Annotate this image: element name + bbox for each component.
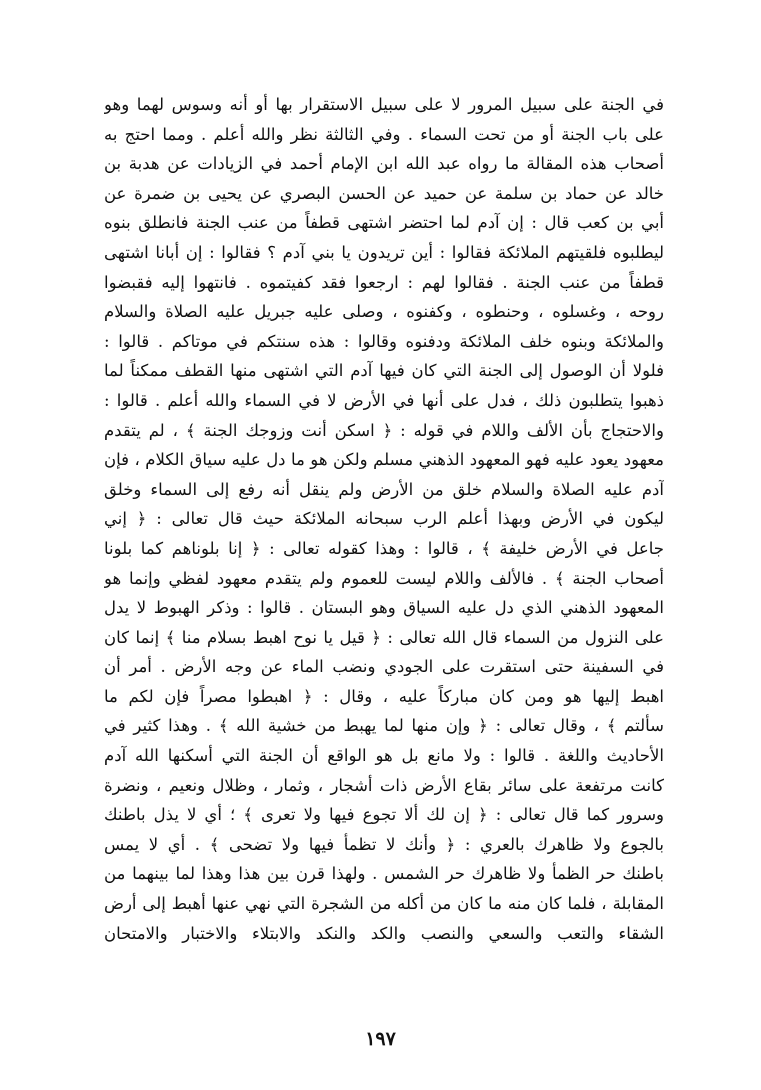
text-line: روحه ، وغسلوه ، وحنطوه ، وكفنوه ، وصلى عليه جبريل عليه الصلاة والسلام <box>104 302 664 322</box>
text-line: قطفاً من عنب الجنة . فقالوا لهم : ارجعوا فقد كفيتموه . فانتهوا إليه فقبضوا <box>104 272 664 292</box>
text-line: ليطلبوه فلقيتهم الملائكة فقالوا : أين تريدون يا بني آدم ؟ فقالوا : إن أبانا اشتهى <box>104 242 664 262</box>
text-line: باطنك حر الظمأ ولا ظاهرك حر الشمس . ولهذا قرن بين هذا وهذا لما بينهما من <box>104 864 664 884</box>
text-line: أبي بن كعب قال : إن آدم لما احتضر اشتهى قطفاً من عنب الجنة فانطلق بنوه <box>104 213 664 233</box>
text-line: خالد عن حماد بن سلمة عن حميد عن الحسن البصري عن يحيى بن ضمرة عن <box>104 183 664 203</box>
text-line: وسرور كما قال تعالى : ﴿ إن لك ألا تجوع فيها ولا تعرى ﴾ ؛ أي لا يذل باطنك <box>104 805 664 825</box>
text-line: المعهود الذهني الذي دل عليه السياق وهو البستان . قالوا : وذكر الهبوط لا يدل <box>104 598 664 618</box>
text-line: بالجوع ولا ظاهرك بالعري : ﴿ وأنك لا تظمأ فيها ولا تضحى ﴾ . أي لا يمس <box>104 834 664 854</box>
text-line: أصحاب هذه المقالة ما رواه عبد الله ابن الإمام أحمد في الزيادات عن هدبة بن <box>104 154 664 174</box>
text-line: كانت مرتفعة على سائر بقاع الأرض ذات أشجار ، وثمار ، وظلال ونعيم ، ونضرة <box>104 775 664 795</box>
text-line: ليكون في الأرض وبهذا أعلم الرب سبحانه الملائكة حيث قال تعالى : ﴿ إني <box>104 509 664 529</box>
text-line: والاحتجاج بأن الألف واللام في قوله : ﴿ اسكن أنت وزوجك الجنة ﴾ ، لم يتقدم <box>104 420 664 440</box>
text-line: فلولا أن الوصول إلى الجنة التي كان فيها آدم التي اشتهى منها القطف ممكناً لما <box>104 361 664 381</box>
text-line: على باب الجنة أو من تحت السماء . وفي الثالثة نظر والله أعلم . ومما احتج به <box>104 124 664 144</box>
text-line: الأحاديث واللغة . قالوا : ولا مانع بل هو الواقع أن الجنة التي أسكنها الله آدم <box>104 746 664 766</box>
text-line: في الجنة على سبيل المرور لا على سبيل الاستقرار بها أو أنه وسوس لهما وهو <box>104 95 664 114</box>
text-line: آدم عليه الصلاة والسلام خلق من الأرض ولم ينقل أنه رفع إلى السماء وخلق <box>104 479 664 499</box>
text-line: على النزول من السماء قال الله تعالى : ﴿ قيل يا نوح اهبط بسلام منا ﴾ إنما كان <box>104 627 664 647</box>
text-line: الشقاء والتعب والسعي والنصب والكد والنكد والابتلاء والاختبار والامتحان <box>104 923 664 943</box>
text-line: اهبط إليها هو ومن كان مباركاً عليه ، وقال : ﴿ اهبطوا مصراً فإن لكم ما <box>104 686 664 706</box>
text-line: جاعل في الأرض خليفة ﴾ ، قالوا : وهذا كقوله تعالى : ﴿ إنا بلوناهم كما بلونا <box>104 538 664 558</box>
text-line: معهود يعود عليه فهو المعهود الذهني مسلم ولكن هو ما دل عليه سياق الكلام ، فإن <box>104 450 664 470</box>
text-line: المقابلة ، فلما كان منه ما كان من أكله من الشجرة التي نهي عنها أهبط إلى أرض <box>104 894 664 914</box>
page-number: ١٩٧ <box>365 1028 396 1050</box>
text-line: ذهبوا يتطلبون ذلك ، فدل على أنها في الأرض لا في السماء والله أعلم . قالوا : <box>104 390 664 410</box>
text-line: أصحاب الجنة ﴾ . فالألف واللام ليست للعموم ولم يتقدم معهود لفظي وإنما هو <box>104 568 664 588</box>
text-line: في السفينة حتى استقرت على الجودي ونضب الماء عن وجه الأرض . أمر أن <box>104 657 664 677</box>
body-text <box>104 90 664 948</box>
text-line: سألتم ﴾ ، وقال تعالى : ﴿ وإن منها لما يهبط من خشية الله ﴾ . وهذا كثير في <box>104 716 664 736</box>
text-line: والملائكة وبنوه خلف الملائكة ودفنوه وقالوا : هذه سنتكم في موتاكم . قالوا : <box>104 331 664 351</box>
